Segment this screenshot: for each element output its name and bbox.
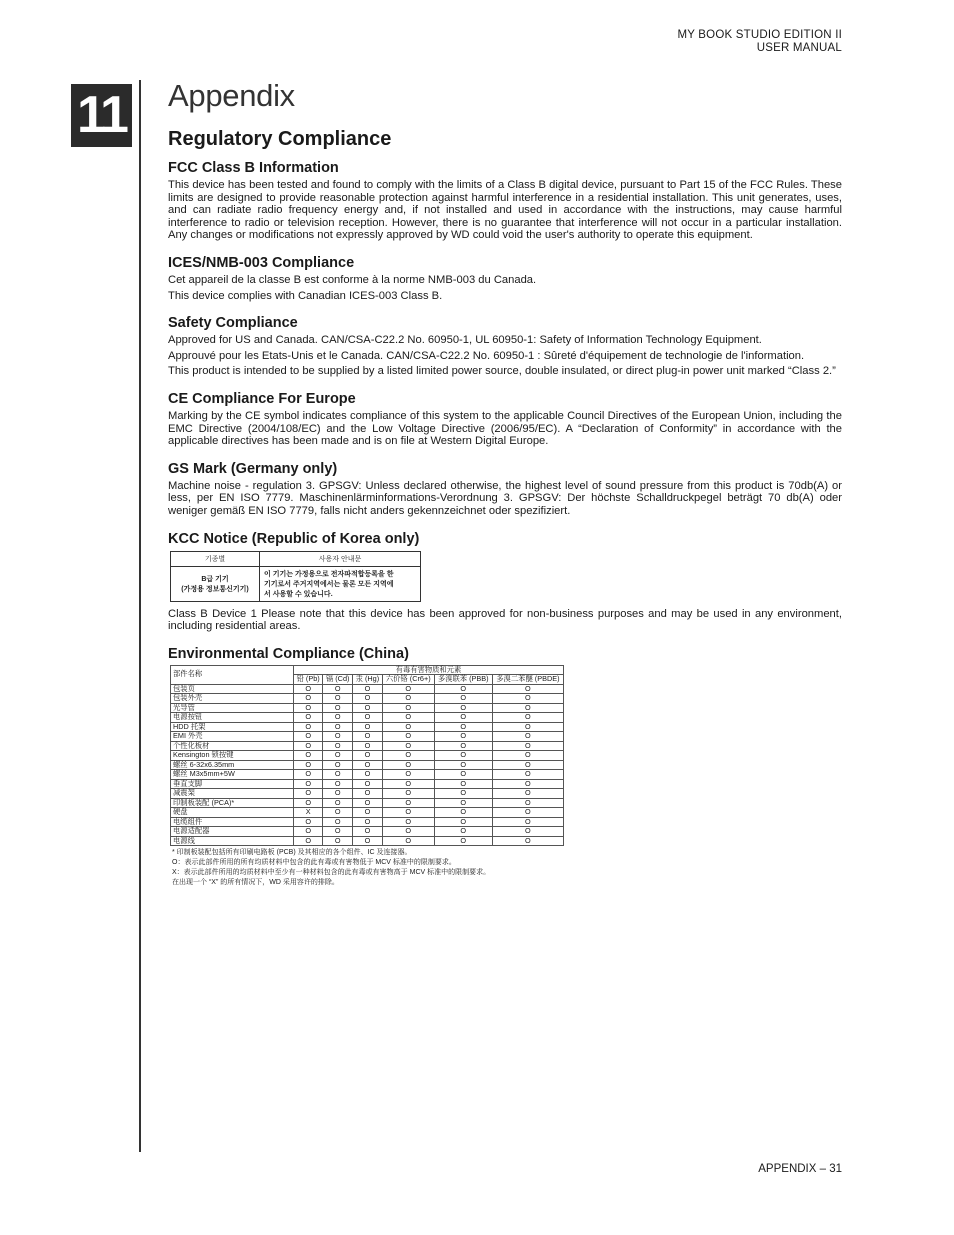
substance-value-cell: O (294, 770, 323, 780)
substance-value-cell: O (294, 789, 323, 799)
substance-column-header: 汞 (Hg) (353, 675, 383, 685)
safety-paragraph: Approuvé pour les Etats-Unis et le Canada. CAN/CSA-C22.2 No. 60950-1 : Sûreté d'équipement de technologie de l'information. (168, 349, 805, 362)
substance-value-cell: O (382, 684, 434, 694)
kcc-guidance-line: 이 기기는 가정용으로 전자파적합등록을 한 (264, 570, 394, 578)
page-header (677, 29, 842, 55)
kcc-body: Class B Device 1 Please note that this device has been approved for non-business purposes and may be used in any environment, including residential areas. (168, 607, 842, 633)
part-name-header: 部件名称 (171, 665, 294, 684)
env-note: O：表示此部件所用的所有均质材料中包含的此有毒或有害物低于 MCV 标准中的限制要求。 (172, 859, 456, 867)
substance-value-cell: O (492, 798, 563, 808)
substance-value-cell: O (434, 684, 492, 694)
part-name-cell: Kensington 锁按键 (171, 751, 294, 761)
substance-value-cell: O (492, 722, 563, 732)
substance-value-cell: O (323, 684, 353, 694)
table-row (171, 751, 564, 761)
substance-value-cell: O (382, 827, 434, 837)
substance-value-cell: O (323, 741, 353, 751)
substance-value-cell: O (434, 722, 492, 732)
kcc-notice-table (170, 551, 421, 602)
env-heading: Environmental Compliance (China) (168, 645, 409, 662)
table-row (171, 694, 564, 704)
substance-value-cell: O (492, 732, 563, 742)
substance-value-cell: O (382, 722, 434, 732)
env-note: X：表示此部件所用的均质材料中至少有一种材料包含的此有毒或有害物高于 MCV 标准中的限制要求。 (172, 869, 491, 877)
substance-value-cell: O (323, 732, 353, 742)
substance-value-cell: O (294, 760, 323, 770)
substance-value-cell: O (382, 741, 434, 751)
substance-value-cell: O (382, 694, 434, 704)
substance-value-cell: O (434, 798, 492, 808)
part-name-cell: 电源按钮 (171, 713, 294, 723)
part-name-cell: 个性化板材 (171, 741, 294, 751)
safety-paragraph: Approved for US and Canada. CAN/CSA-C22.2 No. 60950-1, UL 60950-1: Safety of Information Technology Equipment. (168, 334, 762, 347)
substance-column-header: 多溴二苯醚 (PBDE) (492, 675, 563, 685)
substance-value-cell: O (382, 751, 434, 761)
substance-value-cell: O (323, 694, 353, 704)
substance-value-cell: O (353, 694, 383, 704)
kcc-guidance-line: 기기로서 주거지역에서는 물론 모든 지역에 (264, 580, 394, 588)
part-name-cell: 印制板装配 (PCA)* (171, 798, 294, 808)
kcc-heading: KCC Notice (Republic of Korea only) (168, 530, 420, 547)
substance-value-cell: O (323, 808, 353, 818)
substance-value-cell: O (323, 703, 353, 713)
gs-section (168, 461, 842, 518)
part-name-cell: EMI 外壳 (171, 732, 294, 742)
substance-value-cell: O (353, 732, 383, 742)
ices-paragraph: This device complies with Canadian ICES-003 Class B. (168, 289, 443, 302)
substance-value-cell: O (353, 798, 383, 808)
safety-paragraph: This product is intended to be supplied by a listed limited power source, double insulated, or direct plug-in power unit marked “Class 2.” (168, 365, 836, 378)
ce-body: Marking by the CE symbol indicates compliance of this system to the applicable Council Directives of the European Union, including the EMC Directive (2004/108/EC) and the Low Voltage Directive (2006/95/EC). A “Declaration of Conformity” in accordance with the applicable directives has been made and is on file at Western Digital Europe. (168, 409, 842, 448)
table-row (171, 808, 564, 818)
substances-group-header: 有毒有害物质和元素 (294, 665, 564, 675)
table-row (171, 827, 564, 837)
substance-value-cell: O (492, 770, 563, 780)
fcc-section (168, 160, 842, 242)
substance-value-cell: O (434, 741, 492, 751)
substance-value-cell: O (434, 817, 492, 827)
substance-value-cell: O (294, 827, 323, 837)
substance-value-cell: O (382, 798, 434, 808)
safety-heading: Safety Compliance (168, 315, 298, 332)
substance-value-cell: O (434, 827, 492, 837)
substance-value-cell: O (382, 808, 434, 818)
substance-value-cell: O (353, 836, 383, 846)
kcc-header-cell: 기종별 (171, 551, 260, 566)
substance-value-cell: O (492, 789, 563, 799)
kcc-section (168, 531, 842, 633)
substance-value-cell: O (382, 703, 434, 713)
substance-value-cell: O (382, 713, 434, 723)
part-name-cell: 包装页 (171, 684, 294, 694)
substance-value-cell: O (294, 713, 323, 723)
table-row (171, 732, 564, 742)
substances-table-body (171, 684, 564, 846)
page-content (168, 78, 842, 901)
header-doc-type: USER MANUAL (756, 42, 842, 54)
ce-heading: CE Compliance For Europe (168, 390, 356, 407)
substance-value-cell: O (434, 760, 492, 770)
substance-value-cell: O (434, 703, 492, 713)
substance-value-cell: O (434, 751, 492, 761)
substance-value-cell: O (434, 789, 492, 799)
substance-value-cell: O (353, 827, 383, 837)
table-row (171, 770, 564, 780)
substance-value-cell: O (353, 722, 383, 732)
table-row (171, 789, 564, 799)
fcc-body: This device has been tested and found to comply with the limits of a Class B digital device, pursuant to Part 15 of the FCC Rules. These limits are designed to provide reasonable protection against harmful interference in a residential installation. This unit generates, uses, and can radiate radio frequency energy and, if not installed and used in accordance with the instructions, may cause harmful interference to radio or television reception. However, there is no guarantee that interference will not occur in a particular installation. Any changes or modifications not expressly approved by WD could void the user's authority to operate this equipment. (168, 179, 842, 242)
section-title: Regulatory Compliance (168, 128, 392, 150)
substance-column-header: 多溴联苯 (PBB) (434, 675, 492, 685)
substance-value-cell: O (294, 732, 323, 742)
substance-value-cell: O (492, 827, 563, 837)
substance-value-cell: O (434, 770, 492, 780)
substance-value-cell: O (323, 751, 353, 761)
table-row (171, 713, 564, 723)
part-name-cell: 包装外壳 (171, 694, 294, 704)
hazardous-substances-table (170, 665, 564, 847)
kcc-class-line: B급 기기 (201, 575, 229, 583)
gs-heading: GS Mark (Germany only) (168, 460, 338, 477)
substance-value-cell: O (294, 836, 323, 846)
substance-value-cell: O (434, 836, 492, 846)
substance-value-cell: O (434, 713, 492, 723)
substance-value-cell: O (294, 722, 323, 732)
substance-value-cell: O (323, 836, 353, 846)
substance-value-cell: O (382, 779, 434, 789)
substance-value-cell: O (492, 684, 563, 694)
substance-value-cell: O (492, 779, 563, 789)
safety-section (168, 315, 842, 378)
substance-value-cell: O (294, 817, 323, 827)
substance-value-cell: O (382, 732, 434, 742)
substance-value-cell: O (353, 751, 383, 761)
part-name-cell: HDD 托架 (171, 722, 294, 732)
substance-value-cell: O (492, 703, 563, 713)
substance-value-cell: O (353, 760, 383, 770)
kcc-class-cell (171, 566, 260, 601)
substance-value-cell: O (434, 779, 492, 789)
substance-value-cell: O (294, 779, 323, 789)
substance-value-cell: O (492, 817, 563, 827)
substance-value-cell: O (492, 713, 563, 723)
table-row (171, 836, 564, 846)
part-name-cell: 螺丝 M3x5mm+5W (171, 770, 294, 780)
env-section (168, 646, 842, 889)
substance-value-cell: O (434, 694, 492, 704)
substance-value-cell: O (294, 751, 323, 761)
ices-section (168, 255, 842, 302)
kcc-class-line: (가정용 정보통신기기) (181, 585, 249, 593)
substance-value-cell: O (353, 684, 383, 694)
env-notes (172, 848, 842, 888)
substance-value-cell: O (492, 836, 563, 846)
substance-value-cell: O (353, 741, 383, 751)
substance-value-cell: O (323, 713, 353, 723)
substance-value-cell: O (353, 789, 383, 799)
substance-value-cell: O (323, 779, 353, 789)
ices-paragraph: Cet appareil de la classe B est conforme à la norme NMB-003 du Canada. (168, 273, 537, 286)
fcc-heading: FCC Class B Information (168, 160, 339, 176)
substance-value-cell: O (382, 760, 434, 770)
substance-column-header: 六价铬 (Cr6+) (382, 675, 434, 685)
env-note: 在出现一个 “X” 的所有情况下，WD 采用容许的排除。 (172, 879, 339, 887)
page-footer: APPENDIX – 31 (758, 1163, 842, 1175)
substance-value-cell: O (323, 827, 353, 837)
substance-value-cell: O (323, 722, 353, 732)
kcc-guidance-line: 서 사용할 수 있습니다. (264, 590, 333, 598)
ices-heading: ICES/NMB-003 Compliance (168, 254, 355, 271)
substance-value-cell: O (323, 789, 353, 799)
substance-value-cell: O (294, 694, 323, 704)
substance-value-cell: O (492, 741, 563, 751)
substance-value-cell: O (294, 741, 323, 751)
substance-value-cell: O (492, 694, 563, 704)
ce-section (168, 391, 842, 448)
header-product: MY BOOK STUDIO EDITION II (677, 29, 842, 41)
substance-value-cell: O (353, 817, 383, 827)
chapter-number-badge: 11 (71, 84, 132, 147)
substance-value-cell: O (353, 808, 383, 818)
env-note: * 印制板装配包括所有印刷电路板 (PCB) 及其相应的各个组件、IC 及连接器。 (172, 849, 412, 857)
part-name-cell: 电源适配器 (171, 827, 294, 837)
part-name-cell: 减震架 (171, 789, 294, 799)
substance-column-header: 铅 (Pb) (294, 675, 323, 685)
part-name-cell: 光导管 (171, 703, 294, 713)
substance-value-cell: O (353, 703, 383, 713)
substance-value-cell: O (323, 760, 353, 770)
part-name-cell: 硬盘 (171, 808, 294, 818)
substance-value-cell: O (353, 713, 383, 723)
substance-value-cell: O (353, 779, 383, 789)
substance-value-cell: O (434, 808, 492, 818)
substance-value-cell: O (382, 770, 434, 780)
part-name-cell: 垂直支脚 (171, 779, 294, 789)
substance-value-cell: O (353, 770, 383, 780)
chapter-divider (139, 80, 141, 1152)
chapter-title: Appendix (168, 78, 295, 113)
substance-value-cell: O (294, 798, 323, 808)
part-name-cell: 电缆组件 (171, 817, 294, 827)
substance-column-header: 镉 (Cd) (323, 675, 353, 685)
substance-value-cell: O (492, 808, 563, 818)
substance-value-cell: O (382, 817, 434, 827)
substance-value-cell: O (382, 836, 434, 846)
substance-value-cell: O (323, 798, 353, 808)
substance-value-cell: O (382, 789, 434, 799)
substance-value-cell: O (492, 751, 563, 761)
gs-body: Machine noise - regulation 3. GPSGV: Unless declared otherwise, the highest level of sound pressure from this product is 70db(A) or less, per EN ISO 7779. Maschinenlärminformations-Verordnung 3. GPSGV: Der höchste Schalldruckpegel beträgt 70 db(A) oder weniger gemäß EN ISO 7779, falls nicht anders gekennzeichnet oder spezifiziert. (168, 479, 842, 517)
kcc-guidance-cell (260, 566, 421, 601)
substance-value-cell: O (294, 703, 323, 713)
substance-value-cell: O (323, 770, 353, 780)
substance-value-cell: X (294, 808, 323, 818)
kcc-header-cell: 사용자 안내문 (260, 551, 421, 566)
part-name-cell: 电源线 (171, 836, 294, 846)
substance-value-cell: O (434, 732, 492, 742)
substance-value-cell: O (492, 760, 563, 770)
substance-value-cell: O (323, 817, 353, 827)
part-name-cell: 螺丝 6-32x6.35mm (171, 760, 294, 770)
substance-value-cell: O (294, 684, 323, 694)
